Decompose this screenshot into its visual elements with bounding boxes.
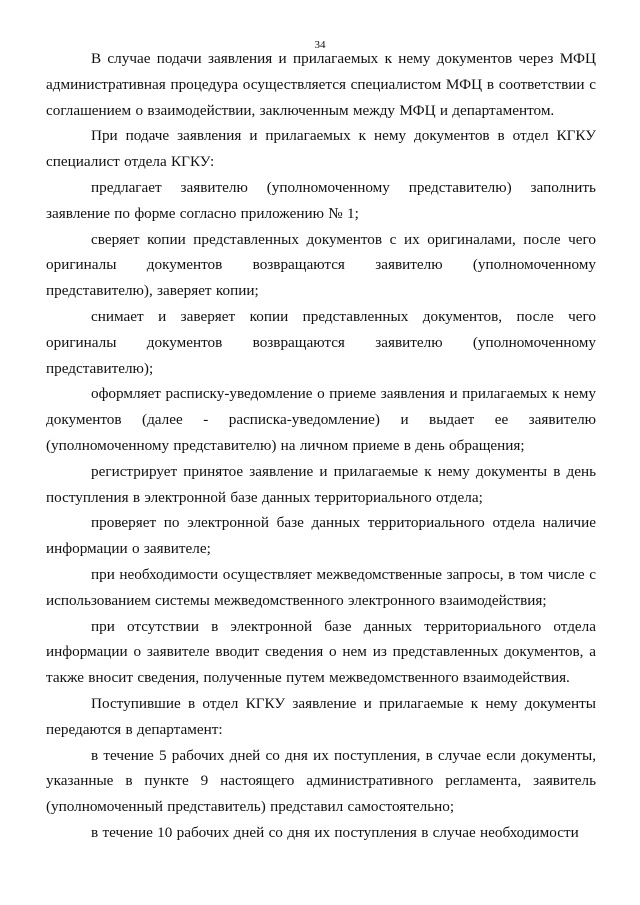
paragraph-transfer-to-department: Поступившие в отдел КГКУ заявление и прилагаемые к нему документы передаются в департамент: (46, 694, 596, 738)
paragraph-enters-information: при отсутствии в электронной базе данных территориального отдела информации о заявителе вводит сведения о нем из представленных документов, а также вносит сведения, полученные путем межведомственного взаимодействия. (46, 617, 596, 687)
document-body (46, 46, 596, 846)
paragraph-offers-form: предлагает заявителю (уполномоченному представителю) заполнить заявление по форме согласно приложению № 1; (46, 178, 596, 222)
paragraph-checks-database: проверяет по электронной базе данных территориального отдела наличие информации о заявителе; (46, 514, 596, 558)
paragraph-registers-application: регистрирует принятое заявление и прилагаемые к нему документы в день поступления в электронной базе данных территориального отдела; (46, 462, 596, 506)
paragraph-interagency-requests: при необходимости осуществляет межведомственные запросы, в том числе с использованием системы межведомственного электронного взаимодействия; (46, 565, 596, 609)
paragraph-five-working-days: в течение 5 рабочих дней со дня их поступления, в случае если документы, указанные в пункте 9 настоящего административного регламента, заявитель (уполномоченный представитель) представил самостоятельно; (46, 746, 596, 816)
paragraph-verifies-copies: сверяет копии представленных документов с их оригиналами, после чего оригиналы документов возвращаются заявителю (уполномоченному представителю), заверяет копии; (46, 230, 596, 300)
page-number: 34 (314, 39, 326, 51)
paragraph-kgku-specialist: При подаче заявления и прилагаемых к нему документов в отдел КГКУ специалист отдела КГКУ: (46, 127, 596, 171)
paragraph-ten-working-days: в течение 10 рабочих дней со дня их поступления в случае необходимости (91, 823, 579, 841)
paragraph-makes-copies: снимает и заверяет копии представленных документов, после чего оригиналы документов возвращаются заявителю (уполномоченному представителю); (46, 307, 596, 377)
paragraph-mfc-procedure: В случае подачи заявления и прилагаемых к нему документов через МФЦ административная процедура осуществляется специалистом МФЦ в соответствии с соглашением о взаимодействии, заключенным между МФЦ и департаментом. (46, 50, 596, 119)
paragraph-issues-receipt: оформляет расписку-уведомление о приеме заявления и прилагаемых к нему документов (далее - расписка-уведомление) и выдает ее заявителю (уполномоченному представителю) на личном приеме в день обращения; (46, 385, 596, 454)
